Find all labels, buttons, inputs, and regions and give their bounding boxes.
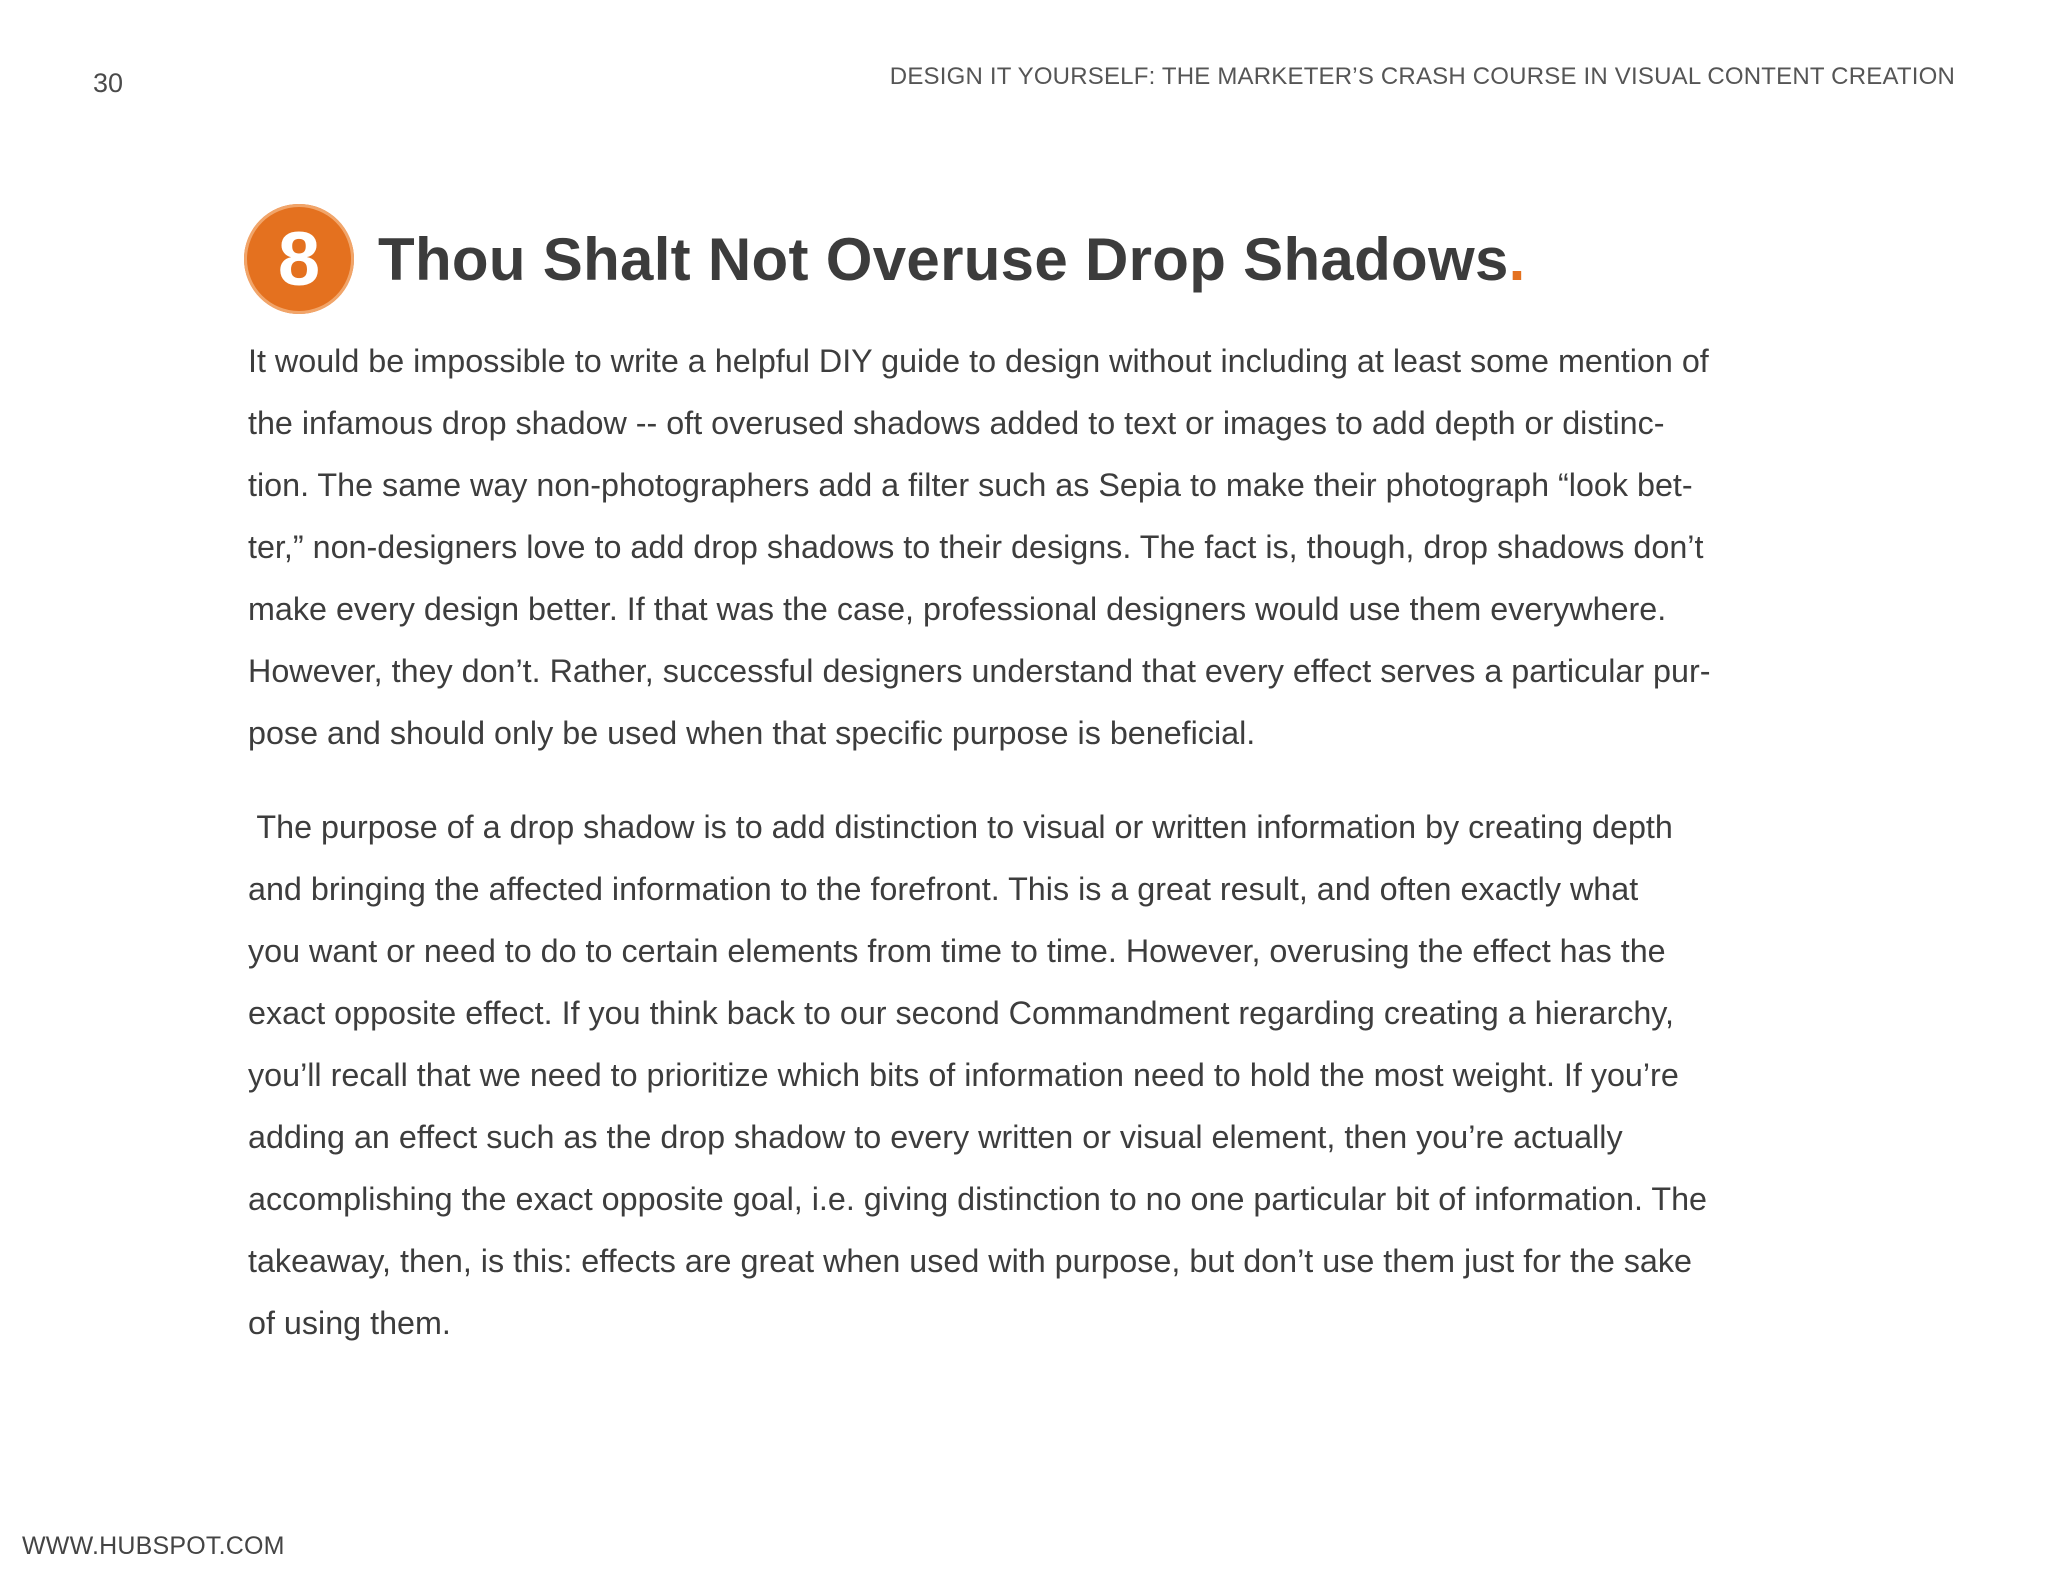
footer-url-link[interactable]: WWW.HUBSPOT.COM [22, 1532, 285, 1560]
section-title-period: . [1508, 225, 1526, 293]
paragraph-line: make every design better. If that was the case, professional designers would use them everywhere. [248, 591, 1667, 627]
paragraph-line: accomplishing the exact opposite goal, i.e. giving distinction to no one particular bit of information. The [248, 1181, 1707, 1217]
paragraph-line: tion. The same way non-photographers add a filter such as Sepia to make their photograph “look bet- [248, 467, 1693, 503]
paragraph-2 [248, 796, 1808, 1354]
section-title-text: Thou Shalt Not Overuse Drop Shadows [378, 225, 1509, 293]
section-number-badge: 8 [244, 204, 354, 314]
body-text [248, 330, 1808, 1386]
paragraph-line: The purpose of a drop shadow is to add distinction to visual or written information by creating depth [248, 809, 1673, 845]
page-number: 30 [93, 68, 124, 98]
paragraph-line: you want or need to do to certain elements from time to time. However, overusing the effect has the [248, 933, 1666, 969]
paragraph-line: takeaway, then, is this: effects are great when used with purpose, but don’t use them just for the sake [248, 1243, 1693, 1279]
paragraph-line: the infamous drop shadow -- oft overused shadows added to text or images to add depth or distinc- [248, 405, 1665, 441]
paragraph-line: However, they don’t. Rather, successful designers understand that every effect serves a particular pur- [248, 653, 1711, 689]
paragraph-line: ter,” non-designers love to add drop shadows to their designs. The fact is, though, drop shadows don’t [248, 529, 1704, 565]
section-heading [244, 204, 1526, 314]
paragraph-line: and bringing the affected information to the forefront. This is a great result, and often exactly what [248, 871, 1639, 907]
paragraph-line: exact opposite effect. If you think back to our second Commandment regarding creating a hierarchy, [248, 995, 1675, 1031]
paragraph-line: of using them. [248, 1305, 451, 1341]
paragraph-line: you’ll recall that we need to prioritize which bits of information need to hold the most weight. If you’re [248, 1057, 1679, 1093]
paragraph-line: adding an effect such as the drop shadow to every written or visual element, then you’re actually [248, 1119, 1623, 1155]
paragraph-line: pose and should only be used when that specific purpose is beneficial. [248, 715, 1256, 751]
paragraph-line: It would be impossible to write a helpful DIY guide to design without including at least some mention of [248, 343, 1709, 379]
running-header-title: DESIGN IT YOURSELF: THE MARKETER’S CRASH COURSE IN VISUAL CONTENT CREATION [889, 63, 1955, 90]
paragraph-1 [248, 330, 1808, 764]
section-title [378, 225, 1526, 294]
